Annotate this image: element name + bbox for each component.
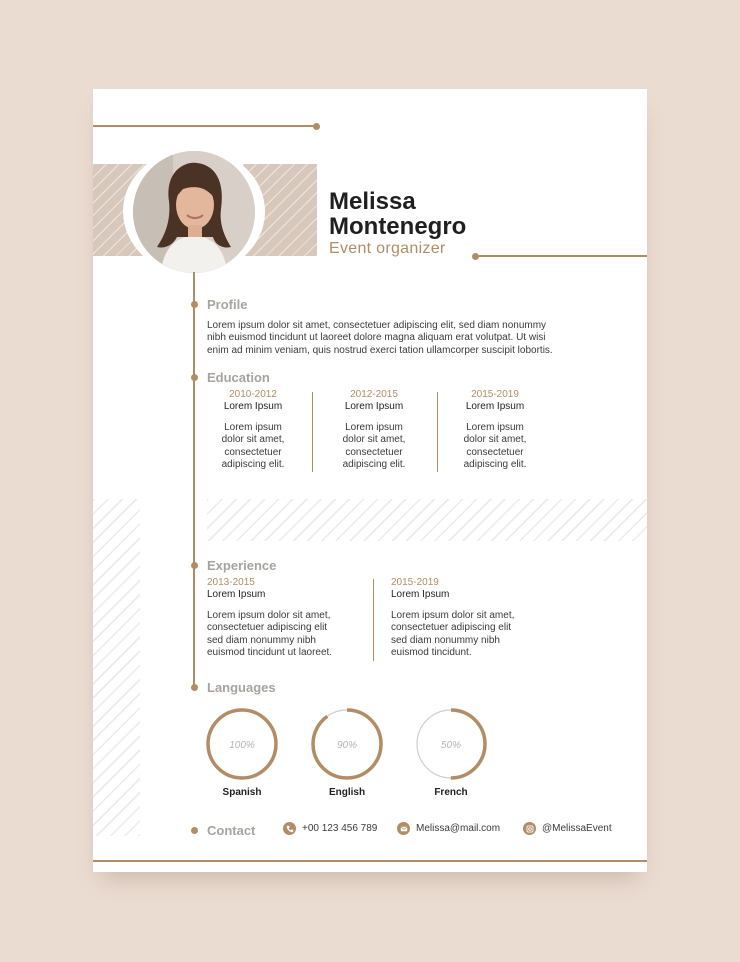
bottom-rule (93, 860, 647, 862)
experience-divider (373, 579, 374, 661)
education-years: 2012-2015 (350, 389, 398, 400)
profile-line: nibh euismod tincidunt ut laoreet dolore magna aliquam erat volutpat. Ut wisi (207, 332, 546, 344)
education-title: Lorem Ipsum (223, 401, 283, 412)
profile-line: Lorem ipsum dolor sit amet, consectetuer adipiscing elit, sed diam nonummy (207, 320, 547, 331)
language-ring (310, 707, 384, 781)
experience-desc-line: sed diam nonummy nibh (207, 634, 316, 646)
language-percent: 100% (229, 740, 255, 751)
language-percent: 90% (336, 740, 358, 751)
contact-social[interactable] (523, 822, 612, 835)
language-item (310, 707, 384, 798)
education-years: 2015-2019 (471, 389, 519, 400)
education-desc-line: Lorem ipsum (345, 422, 403, 433)
experience-heading: Experience (207, 558, 277, 573)
education-desc-line: consectetuer (224, 446, 282, 458)
contact-heading: Contact (207, 823, 256, 838)
side-hatch-decoration (93, 499, 140, 836)
contact-phone[interactable] (283, 822, 377, 835)
profile-heading: Profile (207, 297, 248, 312)
contact-email[interactable] (397, 822, 500, 835)
profile-dot (191, 301, 198, 308)
band-hatch-decoration (207, 499, 647, 541)
mail-icon (397, 822, 410, 835)
education-title: Lorem Ipsum (344, 401, 404, 412)
education-desc-line: adipiscing elit. (463, 459, 527, 471)
language-name: Spanish (222, 787, 262, 798)
experience-years: 2015-2019 (391, 577, 439, 588)
education-desc (198, 422, 308, 472)
first-name: Melissa (329, 188, 416, 215)
education-item (198, 389, 308, 472)
experience-desc (391, 610, 556, 660)
resume-page (93, 89, 647, 872)
languages-dot (191, 684, 198, 691)
profile-line: enim ad minim veniam, quis nostrud exerci tation ullamcorper suscipit lobortis. (207, 344, 553, 356)
experience-item (207, 577, 372, 660)
education-dot (191, 374, 198, 381)
title-rule (476, 255, 647, 257)
education-desc-line: adipiscing elit. (342, 459, 406, 471)
education-desc-line: Lorem ipsum (224, 422, 282, 433)
profile-text (207, 320, 637, 357)
education-divider (437, 392, 438, 472)
education-desc-line: Lorem ipsum (466, 422, 524, 433)
experience-item (391, 577, 556, 660)
experience-title: Lorem Ipsum (207, 589, 266, 600)
experience-years: 2013-2015 (207, 577, 255, 588)
language-item (414, 707, 488, 798)
top-rule (93, 125, 315, 127)
experience-desc-line: euismod tincidunt ut laoreet. (207, 647, 333, 659)
education-divider (312, 392, 313, 472)
avatar (133, 151, 255, 273)
experience-desc-line: sed diam nonummy nibh (391, 634, 500, 646)
language-name: French (434, 787, 468, 798)
language-ring (414, 707, 488, 781)
education-desc-line: consectetuer (466, 446, 524, 458)
experience-title: Lorem Ipsum (391, 589, 450, 600)
education-desc (440, 422, 550, 472)
education-desc-line: dolor sit amet, (463, 434, 527, 446)
education-desc-line: dolor sit amet, (342, 434, 406, 446)
education-desc-line: adipiscing elit. (221, 459, 285, 471)
contact-dot (191, 827, 198, 834)
education-desc (319, 422, 429, 472)
language-item (205, 707, 279, 798)
education-title: Lorem Ipsum (465, 401, 525, 412)
language-percent: 50% (440, 740, 462, 751)
phone-icon (283, 822, 296, 835)
language-ring (205, 707, 279, 781)
education-item (319, 389, 429, 472)
education-desc-line: dolor sit amet, (221, 434, 285, 446)
languages-heading: Languages (207, 680, 276, 695)
timeline-line (193, 272, 195, 687)
experience-desc-line: Lorem ipsum dolor sit amet, (391, 610, 515, 621)
language-name: English (328, 787, 366, 798)
social-handle: @MelissaEvent (542, 823, 612, 834)
last-name: Montenegro (329, 213, 467, 240)
experience-dot (191, 562, 198, 569)
portrait-image (133, 151, 255, 273)
education-heading: Education (207, 370, 270, 385)
top-rule-dot (313, 123, 320, 130)
phone-number: +00 123 456 789 (302, 823, 378, 834)
experience-desc (207, 610, 372, 660)
candidate-name (329, 189, 629, 239)
experience-desc-line: Lorem ipsum dolor sit amet, (207, 610, 331, 621)
education-desc-line: consectetuer (345, 446, 403, 458)
email-address: Melissa@mail.com (416, 823, 501, 834)
experience-desc-line: consectetuer adipiscing elit (391, 622, 512, 634)
education-item (440, 389, 550, 472)
education-years: 2010-2012 (229, 389, 277, 400)
instagram-icon (523, 822, 536, 835)
experience-desc-line: consectetuer adipiscing elit (207, 622, 328, 634)
experience-desc-line: euismod tincidunt. (391, 647, 472, 659)
job-title: Event organizer (329, 240, 446, 257)
